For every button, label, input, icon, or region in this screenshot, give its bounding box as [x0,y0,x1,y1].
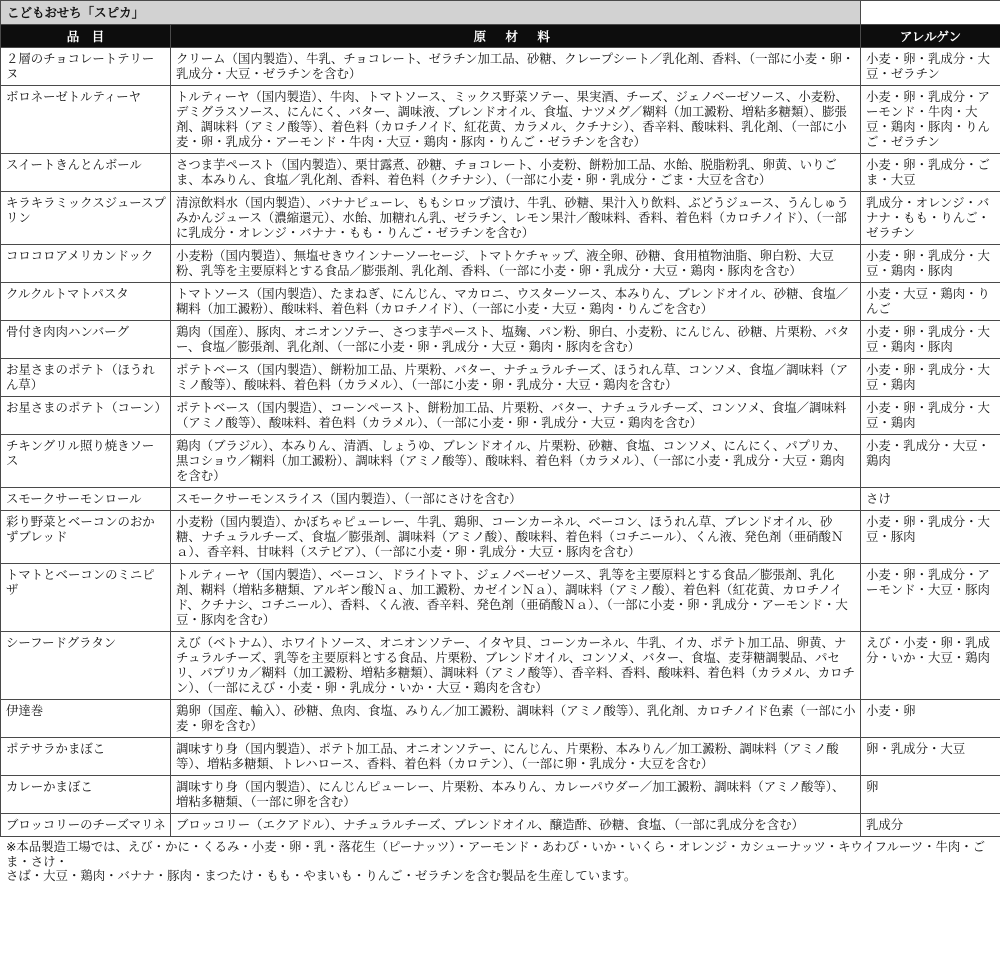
allergens-cell: 小麦・卵・乳成分・大豆・ゼラチン [861,48,1000,86]
ingredients-cell: ブロッコリー（エクアドル）、ナチュラルチーズ、ブレンドオイル、醸造酢、砂糖、食塩、（一部に乳成分を含む） [171,814,861,837]
ingredients-cell: 調味すり身（国内製造）、にんじんピューレー、片栗粉、本みりん、カレーパウダー／加工澱粉、調味料（アミノ酸等）、増粘多糖類、（一部に卵を含む） [171,776,861,814]
item-name-cell: お星さまのポテト（ほうれん草） [1,359,171,397]
item-name-cell: 彩り野菜とベーコンのおかずブレッド [1,511,171,564]
item-name-cell: ボロネーゼトルティーヤ [1,86,171,154]
table-row [1,154,1000,192]
allergens-cell: 小麦・卵・乳成分・大豆・鶏肉・豚肉 [861,245,1000,283]
table-row [1,245,1000,283]
item-name-cell: ポテサラかまぼこ [1,738,171,776]
ingredients-cell: クリーム（国内製造）、牛乳、チョコレート、ゼラチン加工品、砂糖、クレープシート／乳化剤、香料、（一部に小麦・卵・乳成分・大豆・ゼラチンを含む） [171,48,861,86]
item-name-cell: トマトとベーコンのミニピザ [1,564,171,632]
table-row [1,48,1000,86]
item-name-cell: お星さまのポテト（コーン） [1,397,171,435]
ingredients-cell: スモークサーモンスライス（国内製造）、（一部にさけを含む） [171,488,861,511]
ingredients-cell: 鶏卵（国産、輸入）、砂糖、魚肉、食塩、みりん／加工澱粉、調味料（アミノ酸等）、乳化剤、カロチノイド色素（一部に小麦・卵を含む） [171,700,861,738]
ingredients-cell: 小麦粉（国内製造）、かぼちゃピューレー、牛乳、鶏卵、コーンカーネル、ベーコン、ほうれん草、ブレンドオイル、砂糖、ナチュラルチーズ、食塩／膨張剤、調味料（アミノ酸）、酸味料、着色料（コチニール）、くん液、発色剤（亜硝酸Ｎａ）、香辛料、甘味料（ステビア）、（一部に小麦・卵・乳成分・大豆・豚肉を含む） [171,511,861,564]
table-row [1,776,1000,814]
ingredients-cell: トルティーヤ（国内製造）、ベーコン、ドライトマト、ジェノベーゼソース、乳等を主要原料とする食品／膨張剤、乳化剤、糊料（増粘多糖類、アルギン酸Ｎａ、加工澱粉、カゼインＮａ）、調味料（アミノ酸）、着色料（紅花黄、カロチノイド、クチナシ、コチニール）、香料、くん液、香辛料、発色剤（亜硝酸Ｎａ）、（一部に小麦・卵・乳成分・アーモンド・大豆・豚肉を含む） [171,564,861,632]
table-row [1,564,1000,632]
item-name-cell: シーフードグラタン [1,632,171,700]
table-row [1,397,1000,435]
item-name-cell: チキングリル照り焼きソース [1,435,171,488]
ingredients-cell: 清涼飲料水（国内製造）、バナナピューレ、ももシロップ漬け、牛乳、砂糖、果汁入り飲料、ぶどうジュース、うんしゅうみかんジュース（濃縮還元）、水飴、加糖れん乳、ゼラチン、レモン果汁／酸味料、香料、着色料（カロチノイド）、（一部に乳成分・オレンジ・バナナ・もも・りんご・ゼラチンを含む） [171,192,861,245]
table-row [1,700,1000,738]
allergens-cell: 小麦・卵・乳成分・アーモンド・大豆・豚肉 [861,564,1000,632]
item-name-cell: ２層のチョコレートテリーヌ [1,48,171,86]
allergens-cell: 小麦・卵・乳成分・アーモンド・牛肉・大豆・鶏肉・豚肉・りんご・ゼラチン [861,86,1000,154]
ingredients-cell: 調味すり身（国内製造）、ポテト加工品、オニオンソテー、にんじん、片栗粉、本みりん／加工澱粉、調味料（アミノ酸等）、増粘多糖類、トレハロース、香料、着色料（カロテン）、（一部に卵・乳成分・大豆を含む） [171,738,861,776]
allergens-cell: 小麦・卵・乳成分・ごま・大豆 [861,154,1000,192]
allergens-cell: 卵 [861,776,1000,814]
item-name-cell: スモークサーモンロール [1,488,171,511]
item-name-cell: 伊達巻 [1,700,171,738]
allergens-cell: 小麦・乳成分・大豆・鶏肉 [861,435,1000,488]
ingredients-cell: 鶏肉（国産）、豚肉、オニオンソテー、さつま芋ペースト、塩麹、パン粉、卵白、小麦粉、にんじん、砂糖、片栗粉、バター、食塩／膨張剤、乳化剤、（一部に小麦・卵・乳成分・大豆・鶏肉・豚肉を含む） [171,321,861,359]
ingredients-cell: 鶏肉（ブラジル）、本みりん、清酒、しょうゆ、ブレンドオイル、片栗粉、砂糖、食塩、コンソメ、にんにく、パプリカ、黒コショウ／糊料（加工澱粉）、調味料（アミノ酸等）、酸味料、着色料（カラメル）、（一部に小麦・乳成分・大豆・鶏肉を含む） [171,435,861,488]
table-row [1,511,1000,564]
allergens-cell: 小麦・卵 [861,700,1000,738]
table-row [1,321,1000,359]
table-title-blank-cell [861,1,1000,25]
table-body [1,48,1000,837]
allergens-cell: 小麦・卵・乳成分・大豆・鶏肉 [861,397,1000,435]
table-row [1,435,1000,488]
table-row [1,359,1000,397]
item-name-cell: 骨付き肉肉ハンバーグ [1,321,171,359]
allergens-cell: 小麦・卵・乳成分・大豆・豚肉 [861,511,1000,564]
allergens-cell: さけ [861,488,1000,511]
allergens-cell: えび・小麦・卵・乳成分・いか・大豆・鶏肉 [861,632,1000,700]
item-name-cell: カレーかまぼこ [1,776,171,814]
allergens-cell: 小麦・卵・乳成分・大豆・鶏肉・豚肉 [861,321,1000,359]
item-name-cell: スイートきんとんボール [1,154,171,192]
table-row [1,488,1000,511]
table-row [1,283,1000,321]
ingredients-cell: トルティーヤ（国内製造）、牛肉、トマトソース、ミックス野菜ソテー、果実酒、チーズ、ジェノベーゼソース、小麦粉、デミグラスソース、にんにく、バター、調味液、ブレンドオイル、食塩、ナツメグ／糊料（加工澱粉、増粘多糖類）、膨張剤、調味料（アミノ酸等）、着色料（カロチノイド、紅花黄、カラメル、クチナシ）、香辛料、酸味料、乳化剤、（一部に小麦・卵・乳成分・アーモンド・牛肉・大豆・鶏肉・豚肉・りんご・ゼラチンを含む） [171,86,861,154]
ingredients-cell: ポテトベース（国内製造）、コーンペースト、餅粉加工品、片栗粉、バター、ナチュラルチーズ、コンソメ、食塩／調味料（アミノ酸等）、酸味料、着色料（カラメル）、（一部に小麦・卵・乳成分・大豆・鶏肉を含む） [171,397,861,435]
ingredients-cell: 小麦粉（国内製造）、無塩せきウインナーソーセージ、トマトケチャップ、液全卵、砂糖、食用植物油脂、卵白粉、大豆粉、乳等を主要原料とする食品／膨張剤、乳化剤、香料、（一部に小麦・卵・乳成分・大豆・鶏肉・豚肉を含む） [171,245,861,283]
item-name-cell: クルクルトマトパスタ [1,283,171,321]
table-header-row [1,25,1000,48]
item-name-cell: コロコロアメリカンドック [1,245,171,283]
item-name-cell: キラキラミックスジュースプリン [1,192,171,245]
table-row [1,192,1000,245]
column-header-allergens: アレルゲン [861,25,1000,48]
ingredients-cell: ポテトベース（国内製造）、餅粉加工品、片栗粉、バター、ナチュラルチーズ、ほうれん草、コンソメ、食塩／調味料（アミノ酸等）、酸味料、着色料（カラメル）、（一部に小麦・卵・乳成分・大豆・鶏肉を含む） [171,359,861,397]
ingredients-cell: さつま芋ペースト（国内製造）、栗甘露煮、砂糖、チョコレート、小麦粉、餅粉加工品、水飴、脱脂粉乳、卵黄、いりごま、本みりん、食塩／乳化剤、香料、着色料（クチナシ）、（一部に小麦・卵・乳成分・ごま・大豆を含む） [171,154,861,192]
table-title: こどもおせち「スピカ」 [1,1,861,25]
item-name-cell: ブロッコリーのチーズマリネ [1,814,171,837]
column-header-name: 品 目 [1,25,171,48]
footnote: ※本品製造工場では、えび・かに・くるみ・小麦・卵・乳・落花生（ピーナッツ）・アーモンド・あわび・いか・いくら・オレンジ・カシューナッツ・キウイフルーツ・牛肉・ごま・さけ・ さば・大豆・鶏肉・バナナ・豚肉・まつたけ・もも・やまいも・りんご・ゼラチンを含む製品を生産しています。 [6,839,986,883]
table-row [1,738,1000,776]
table-row [1,632,1000,700]
allergens-cell: 卵・乳成分・大豆 [861,738,1000,776]
allergens-cell: 小麦・大豆・鶏肉・りんご [861,283,1000,321]
column-header-ingredients: 原 材 料 [171,25,861,48]
allergens-cell: 乳成分・オレンジ・バナナ・もも・りんご・ゼラチン [861,192,1000,245]
table-row [1,86,1000,154]
ingredients-cell: えび（ベトナム）、ホワイトソース、オニオンソテー、イタヤ貝、コーンカーネル、牛乳、イカ、ポテト加工品、卵黄、ナチュラルチーズ、乳等を主要原料とする食品、片栗粉、ブレンドオイル、コンソメ、バター、食塩、麦芽糖調製品、パセリ、パプリカ／糊料（加工澱粉、増粘多糖類）、調味料（アミノ酸等）、香辛料、香料、酸味料、着色料（カラメル、カロチン）、（一部にえび・小麦・卵・乳成分・いか・大豆・鶏肉を含む） [171,632,861,700]
table-row [1,814,1000,837]
allergens-cell: 乳成分 [861,814,1000,837]
allergens-cell: 小麦・卵・乳成分・大豆・鶏肉 [861,359,1000,397]
ingredients-cell: トマトソース（国内製造）、たまねぎ、にんじん、マカロニ、ウスターソース、本みりん、ブレンドオイル、砂糖、食塩／糊料（加工澱粉）、酸味料、着色料（カロチノイド）、（一部に小麦・大豆・鶏肉・りんごを含む） [171,283,861,321]
table-title-row [1,1,1000,25]
